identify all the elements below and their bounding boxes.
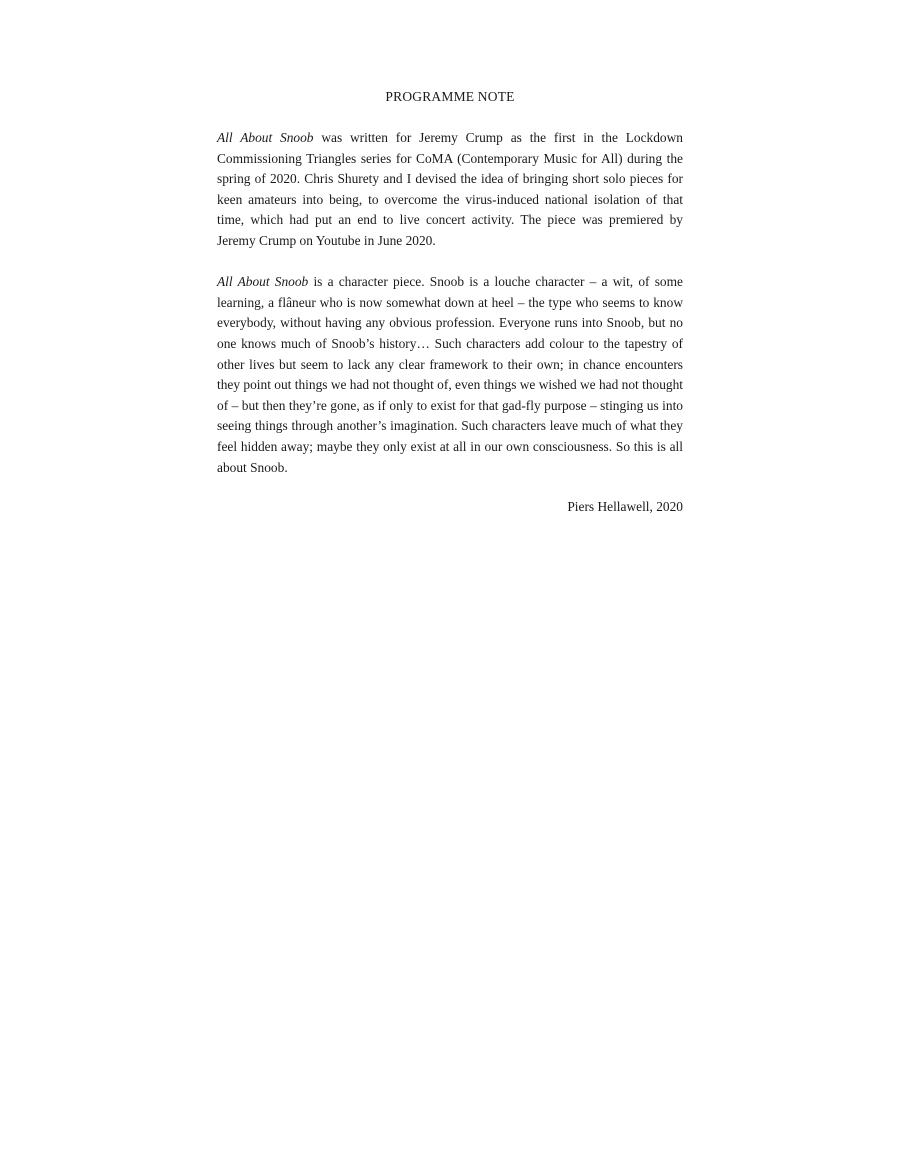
paragraph-text: is a character piece. Snoob is a louche character – a wit, of some learning, a flâneur who is now somewhat down at heel – the type who seems to know everybody, without having any obvious profession. Everyone runs into Snoob, but no one knows much of Snoob’s history… Such characters add colour to the tapestry of other lives but seem to lack any clear framework to their own; in chance encounters they point out things we had not thought of, even things we wished we had not thought of – but then they’re gone, as if only to exist for that gad-fly purpose – stinging us into seeing things through another’s imagination. Such characters leave much of what they feel hidden away; maybe they only exist at all in our own consciousness. So this is all about Snoob. [217,274,684,475]
programme-note-page [217,88,683,517]
paragraph-text: was written for Jeremy Crump as the first in the Lockdown Commissioning Triangles series for CoMA (Contemporary Music for All) during the spring of 2020. Chris Shurety and I devised the idea of bringing short solo pieces for keen amateurs into being, to overcome the virus-induced national isolation of that time, which had put an end to live concert activity. The piece was premiered by Jeremy Crump on Youtube in June 2020. [217,130,683,248]
paragraph-character [217,272,683,478]
work-title-italic: All About Snoob [217,130,314,145]
paragraph-commission [217,128,683,252]
work-title-italic: All About Snoob [217,274,309,290]
page-title: PROGRAMME NOTE [385,89,515,104]
author-signature: Piers Hellawell, 2020 [567,499,683,515]
